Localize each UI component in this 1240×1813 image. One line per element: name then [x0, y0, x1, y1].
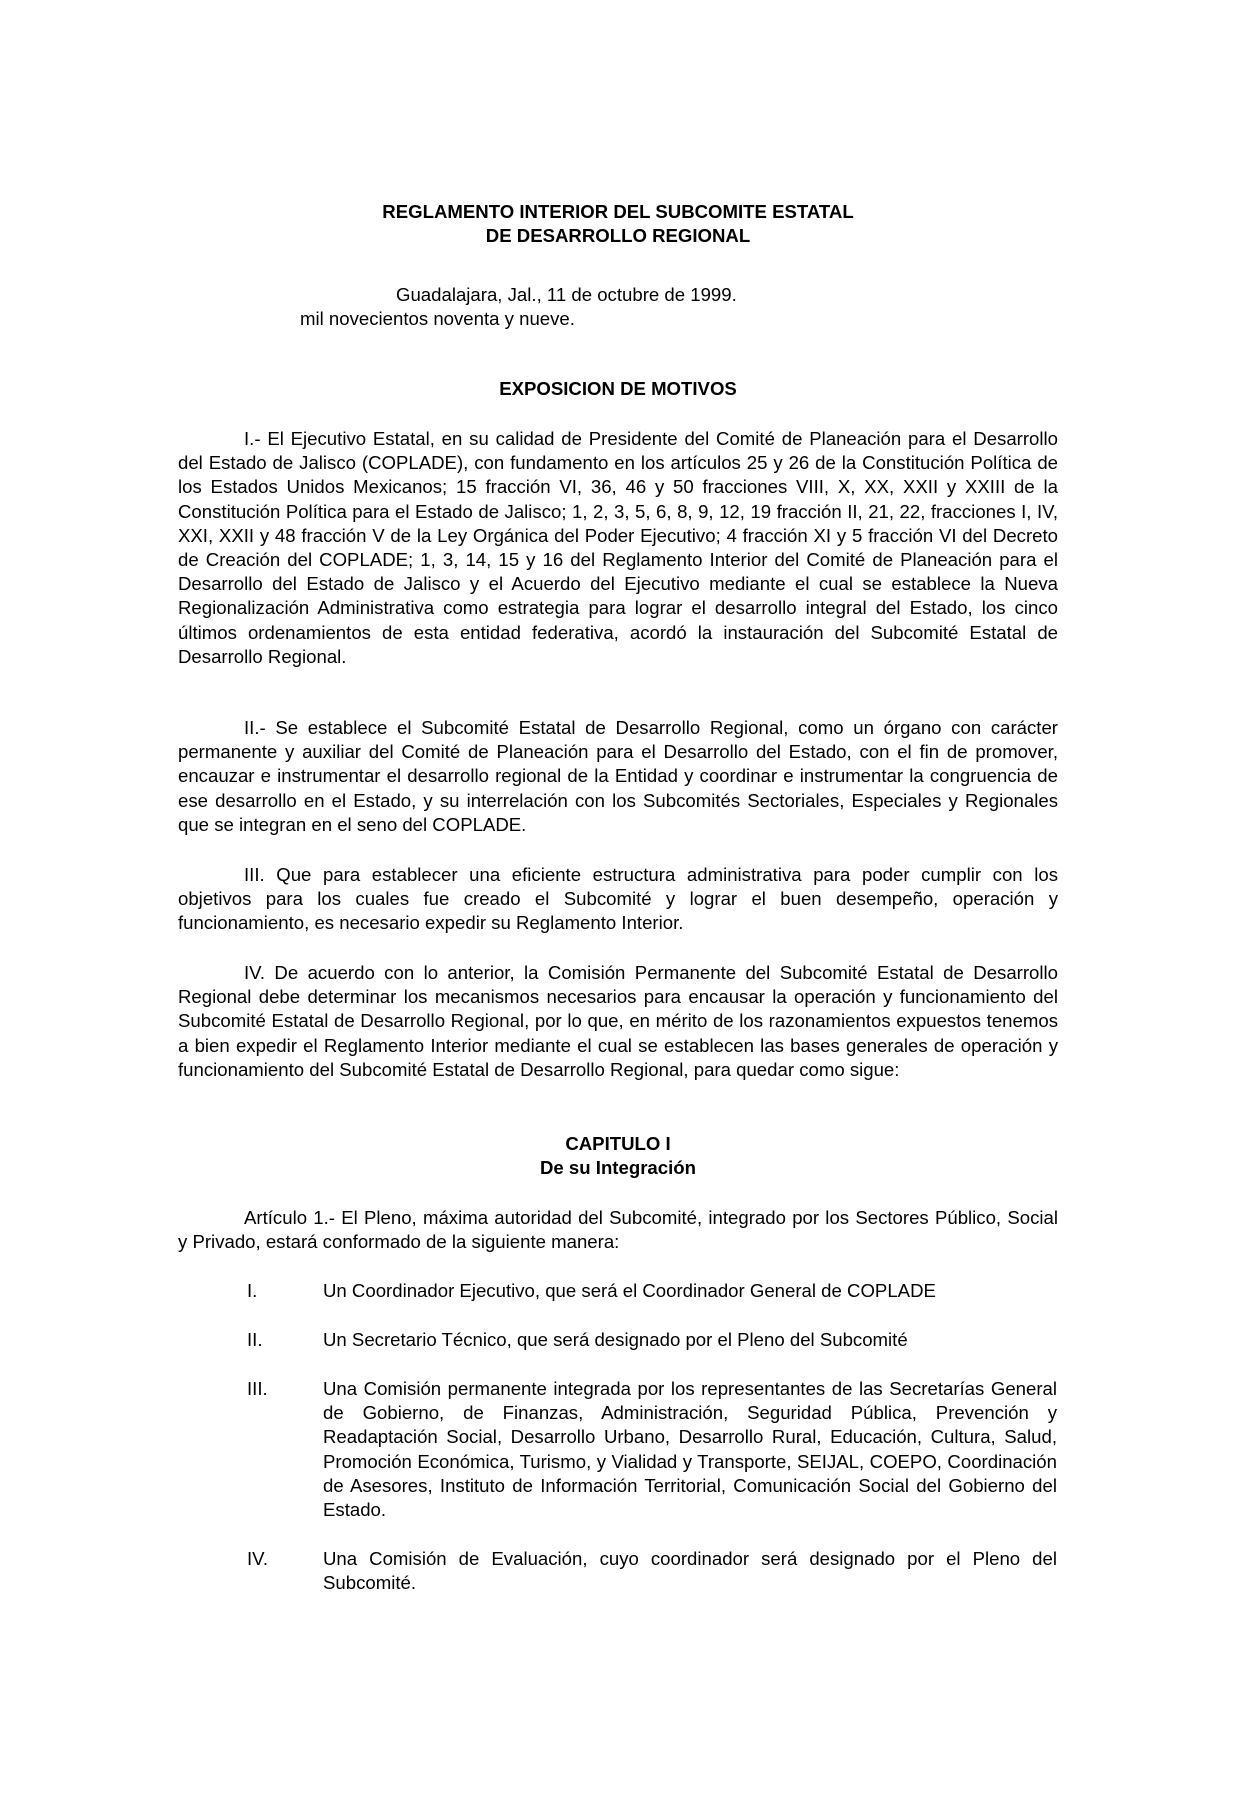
paragraph-3-text: III. Que para establecer una eficiente estructura administrativa para poder cumplir con los objetivos para los cuales fue creado el Subcomité y lograr el buen desempeño, operación y funcionamiento, es necesario expedir su Reglamento Interior. [178, 864, 1058, 934]
document-title-line-2: DE DESARROLLO REGIONAL [485, 225, 751, 247]
list-item-text: Un Coordinador Ejecutivo, que será el Coordinador General de COPLADE [323, 1280, 936, 1301]
list-item-number: III. [247, 1378, 268, 1399]
article-1-intro [178, 1206, 1058, 1254]
document-title [178, 200, 1058, 248]
list-item-text: Una Comisión de Evaluación, cuyo coordinador será designado por el Pleno del Subcomité. [323, 1548, 1057, 1594]
article-1-text: Artículo 1.- El Pleno, máxima autoridad del Subcomité, integrado por los Sectores Público, Social y Privado, estará conformado de la siguiente manera: [178, 1207, 1058, 1253]
paragraph-1-text: I.- El Ejecutivo Estatal, en su calidad de Presidente del Comité de Planeación para el Desarrollo del Estado de Jalisco (COPLADE), con fundamento en los artículos 25 y 26 de la Constitución Política de los Estados Unidos Mexicanos; 15 fracción VI, 36, 46 y 50 fracciones VIII, X, XX, XXII y XXIII de la Constitución Política para el Estado de Jalisco; 1, 2, 3, 5, 6, 8, 9, 12, 19 fracción II, 21, 22, fracciones I, IV, XXI, XXII y 48 fracción V de la Ley Orgánica del Poder Ejecutivo; 4 fracción XI y 5 fracción VI del Decreto de Creación del COPLADE; 1, 3, 14, 15 y 16 del Reglamento Interior del Comité de Planeación para el Desarrollo del Estado de Jalisco y el Acuerdo del Ejecutivo mediante el cual se establece la Nueva Regionalización Administrativa como estrategia para lograr el desarrollo integral del Estado, los cinco últimos ordenamientos de esta entidad federativa, acordó la instauración del Subcomité Estatal de Desarrollo Regional. [178, 428, 1058, 667]
chapter-heading [178, 1132, 1058, 1180]
list-item-number: II. [247, 1329, 263, 1350]
section-heading: EXPOSICION DE MOTIVOS [499, 378, 737, 399]
list-item-number: I. [247, 1280, 258, 1301]
document-date-words: mil novecientos noventa y nueve. [300, 308, 575, 329]
paragraph-1 [178, 427, 1058, 669]
paragraph-4-text: IV. De acuerdo con lo anterior, la Comisión Permanente del Subcomité Estatal de Desarrollo Regional debe determinar los mecanismos necesarios para encausar la operación y funcionamiento del Subcomité Estatal de Desarrollo Regional, por lo que, en mérito de los razonamientos expuestos tenemos a bien expedir el Reglamento Interior mediante el cual se establecen las bases generales de operación y funcionamiento del Subcomité Estatal de Desarrollo Regional, para quedar como sigue: [178, 962, 1058, 1080]
chapter-title: CAPITULO I [565, 1133, 671, 1154]
chapter-subtitle: De su Integración [539, 1157, 696, 1179]
list-item-number: IV. [247, 1548, 269, 1569]
document-title-line-1: REGLAMENTO INTERIOR DEL SUBCOMITE ESTATAL [382, 201, 854, 222]
paragraph-4 [178, 961, 1058, 1082]
paragraph-2 [178, 716, 1058, 837]
document-date: Guadalajara, Jal., 11 de octubre de 1999. [396, 284, 737, 305]
list-item-text: Un Secretario Técnico, que será designado por el Pleno del Subcomité [323, 1329, 908, 1350]
paragraph-2-text: II.- Se establece el Subcomité Estatal de Desarrollo Regional, como un órgano con carácter permanente y auxiliar del Comité de Planeación para el Desarrollo del Estado, con el fin de promover, encauzar e instrumentar el desarrollo regional de la Entidad y coordinar e instrumentar la congruencia de ese desarrollo en el Estado, y su interrelación con los Subcomités Sectoriales, Especiales y Regionales que se integran en el seno del COPLADE. [178, 717, 1058, 835]
list-item-text: Una Comisión permanente integrada por los representantes de las Secretarías General de Gobierno, de Finanzas, Administración, Seguridad Pública, Prevención y Readaptación Social, Desarrollo Urbano, Desarrollo Rural, Educación, Cultura, Salud, Promoción Económica, Turismo, y Vialidad y Transporte, SEIJAL, COEPO, Coordinación de Asesores, Instituto de Información Territorial, Comunicación Social del Gobierno del Estado. [323, 1378, 1057, 1521]
paragraph-3 [178, 863, 1058, 936]
